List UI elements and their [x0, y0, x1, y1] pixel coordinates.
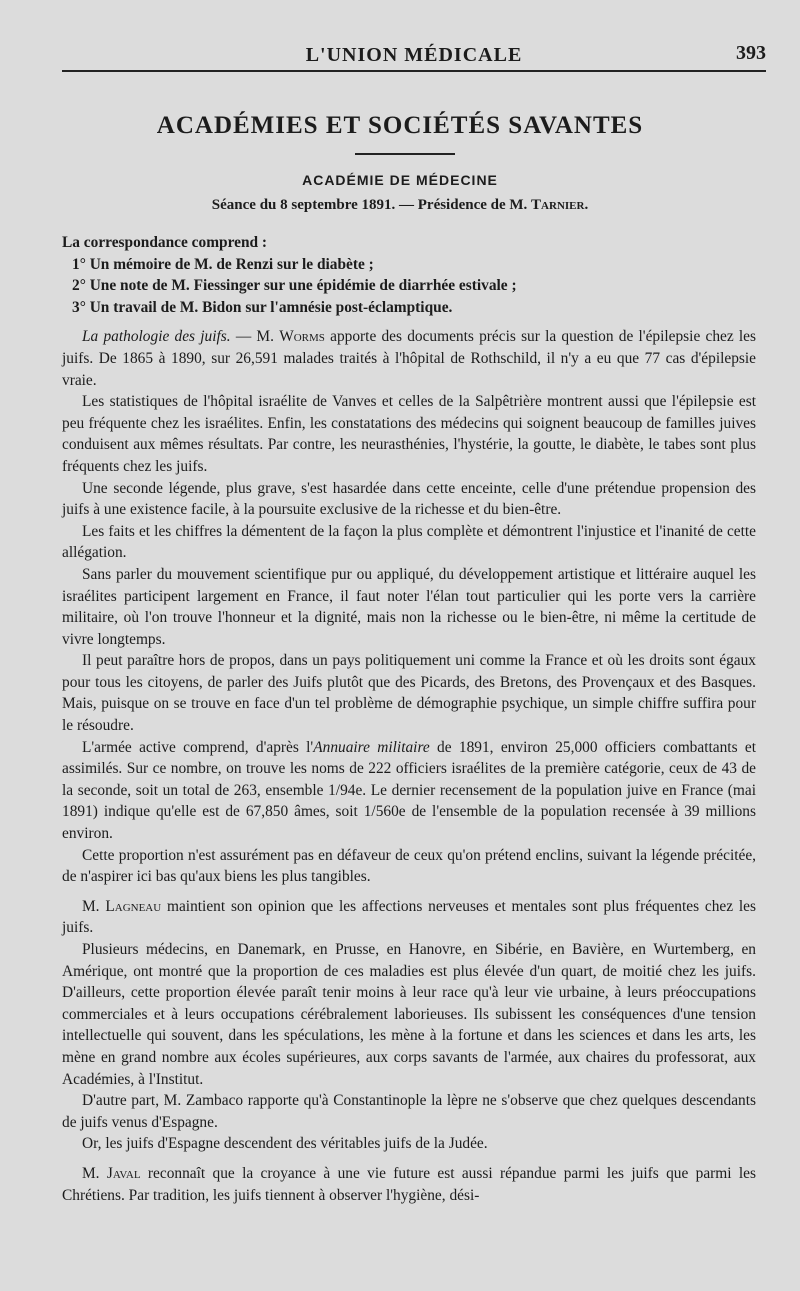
lagneau-paragraph-3: D'autre part, M. Zambaco rapporte qu'à Constantinople la lèpre ne s'observe que chez quelques descendants de juifs venus d'Espagne.: [62, 1092, 756, 1131]
javal-text-1: reconnaît que la croyance à une vie future est aussi répandue parmi les juifs que parmi les Chrétiens. Par tradition, les juifs tiennent à observer l'hygiène, dési-: [62, 1164, 756, 1204]
section-title: ACADÉMIES ET SOCIÉTÉS SAVANTES: [156, 112, 644, 139]
article-body: [62, 232, 756, 1206]
worms-paragraph-7: [62, 737, 756, 845]
worms-paragraph-2: Les statistiques de l'hôpital israélite de Vanves et celles de la Salpêtrière montrent aussi que l'épilepsie est peu fréquente chez les israélites. Enfin, les constatations des médecins qui soignent beaucoup de familles juives conduisent aux mêmes résultats. Par contre, les neurasthénies, l'hystérie, la goutte, le diabète, le tabes sont plus fréquents chez les juifs.: [62, 393, 756, 475]
speaker-lagneau: Lagneau: [105, 897, 162, 915]
speaker-javal: Javal: [106, 1164, 141, 1182]
speaker-worms: Worms: [279, 328, 325, 346]
speaker-prefix: — M.: [230, 328, 280, 346]
worms-paragraph-3: Une seconde légende, plus grave, s'est hasardée dans cette enceinte, celle d'une prétendue propension des juifs à une existence facile, à la poursuite exclusive de la richesse et du bien-être.: [62, 479, 756, 519]
worms-paragraph-5: Sans parler du mouvement scientifique pur ou appliqué, du développement artistique et littéraire auquel les israélites participent largement en France, il faut noter l'élan tout particulier qui les porte vers la carrière militaire, où l'on trouve l'honneur et la dignité, mais non la richesse ou le bien-être, ni même la certitude de vivre longtemps.: [62, 565, 756, 648]
correspondance-item: 3° Un travail de M. Bidon sur l'amnésie post-éclamptique.: [72, 298, 453, 316]
annuaire-title: Annuaire militaire: [313, 738, 430, 756]
page-number: 393: [736, 42, 766, 64]
lagneau-paragraph-2: Plusieurs médecins, en Danemark, en Prusse, en Hanovre, en Sibérie, en Bavière, en Wurtemberg, en Amérique, ont montré que la proportion de ces maladies est plus élevée d'un quart, de moitié chez les juifs. D'ailleurs, cette proportion élevée paraît tenir moins à leur race qu'à leur vie urbaine, à leurs préoccupations commerciales et à leurs occupations cérébralement laborieuses. Ils subissent les conséquences d'une tension intellectuelle qui souvent, dans les spéculations, les mène à la fortune et dans les sciences et dans les arts, les mène en grand nombre aux écoles supérieures, aux corps savants de l'armée, aux chaires du professorat, aux Académies, à l'Institut.: [62, 941, 756, 1088]
society-heading: ACADÉMIE DE MÉDECINE: [302, 172, 498, 188]
lagneau-paragraph-4: Or, les juifs d'Espagne descendent des véritables juifs de la Judée.: [82, 1135, 488, 1153]
correspondance-intro: La correspondance comprend :: [62, 234, 268, 251]
lagneau-paragraph-1: [62, 896, 756, 939]
correspondance-item: 2° Une note de M. Fiessinger sur une épidémie de diarrhée estivale ;: [72, 277, 517, 295]
session-text: Séance du 8 septembre 1891. — Présidence de M.: [211, 197, 532, 213]
worms-paragraph-8: Cette proportion n'est assurément pas en défaveur de ceux qu'on prétend enclins, suivant la légende précitée, de n'aspirer ici bas qu'aux biens les plus tangibles.: [62, 846, 756, 886]
running-title: L'UNION MÉDICALE: [305, 44, 523, 66]
worms-paragraph-6: Il peut paraître hors de propos, dans un pays politiquement uni comme la France et où les droits sont égaux pour tous les citoyens, de parler des Juifs plutôt que des Picards, des Bretons, des Provençaux et des Basques. Mais, puisque on se trouve en face d'un tel problème de démographie psychique, un simple chiffre suffira pour le résoudre.: [62, 652, 756, 735]
worms-topic-title: La pathologie des juifs.: [82, 328, 231, 346]
javal-paragraph-1: [62, 1163, 756, 1206]
worms-paragraph-1: [62, 326, 756, 391]
worms-text-1: apporte des documents précis sur la question de l'épilepsie chez les juifs. De 1865 à 1890, sur 26,591 malades traités à l'hôpital de Rothschild, il n'y a eu que 77 cas d'épilepsie vraie.: [62, 328, 756, 389]
correspondance-item: 1° Un mémoire de M. de Renzi sur le diabète ;: [72, 255, 374, 273]
worms-text-7b: de 1891, environ 25,000 officiers combattants et assimilés. Sur ce nombre, on trouve les noms de 222 officiers israélites de la première catégorie, ceux de 43 de la seconde, soit un total de 263, ensemble 1/94e. Le dernier recensement de la population juive en France (mai 1891) indique qu'elle est de 67,850 âmes, soit 1/560e de l'ensemble de la population recensée à 39 millions environ.: [62, 738, 756, 843]
president-name: Tarnier.: [531, 197, 589, 213]
title-rule: [355, 153, 455, 155]
speaker-prefix: M.: [82, 1164, 107, 1182]
lagneau-text-1: maintient son opinion que les affections nerveuses et mentales sont plus fréquentes chez les juifs.: [62, 897, 756, 937]
worms-text-7a: L'armée active comprend, d'après l': [82, 738, 314, 756]
page-header: [62, 40, 766, 72]
session-line: [0, 197, 800, 214]
worms-paragraph-4: Les faits et les chiffres la démentent de la façon la plus complète et démontrent l'injustice et l'inanité de cette allégation.: [62, 522, 756, 562]
speaker-prefix: M.: [82, 897, 106, 915]
